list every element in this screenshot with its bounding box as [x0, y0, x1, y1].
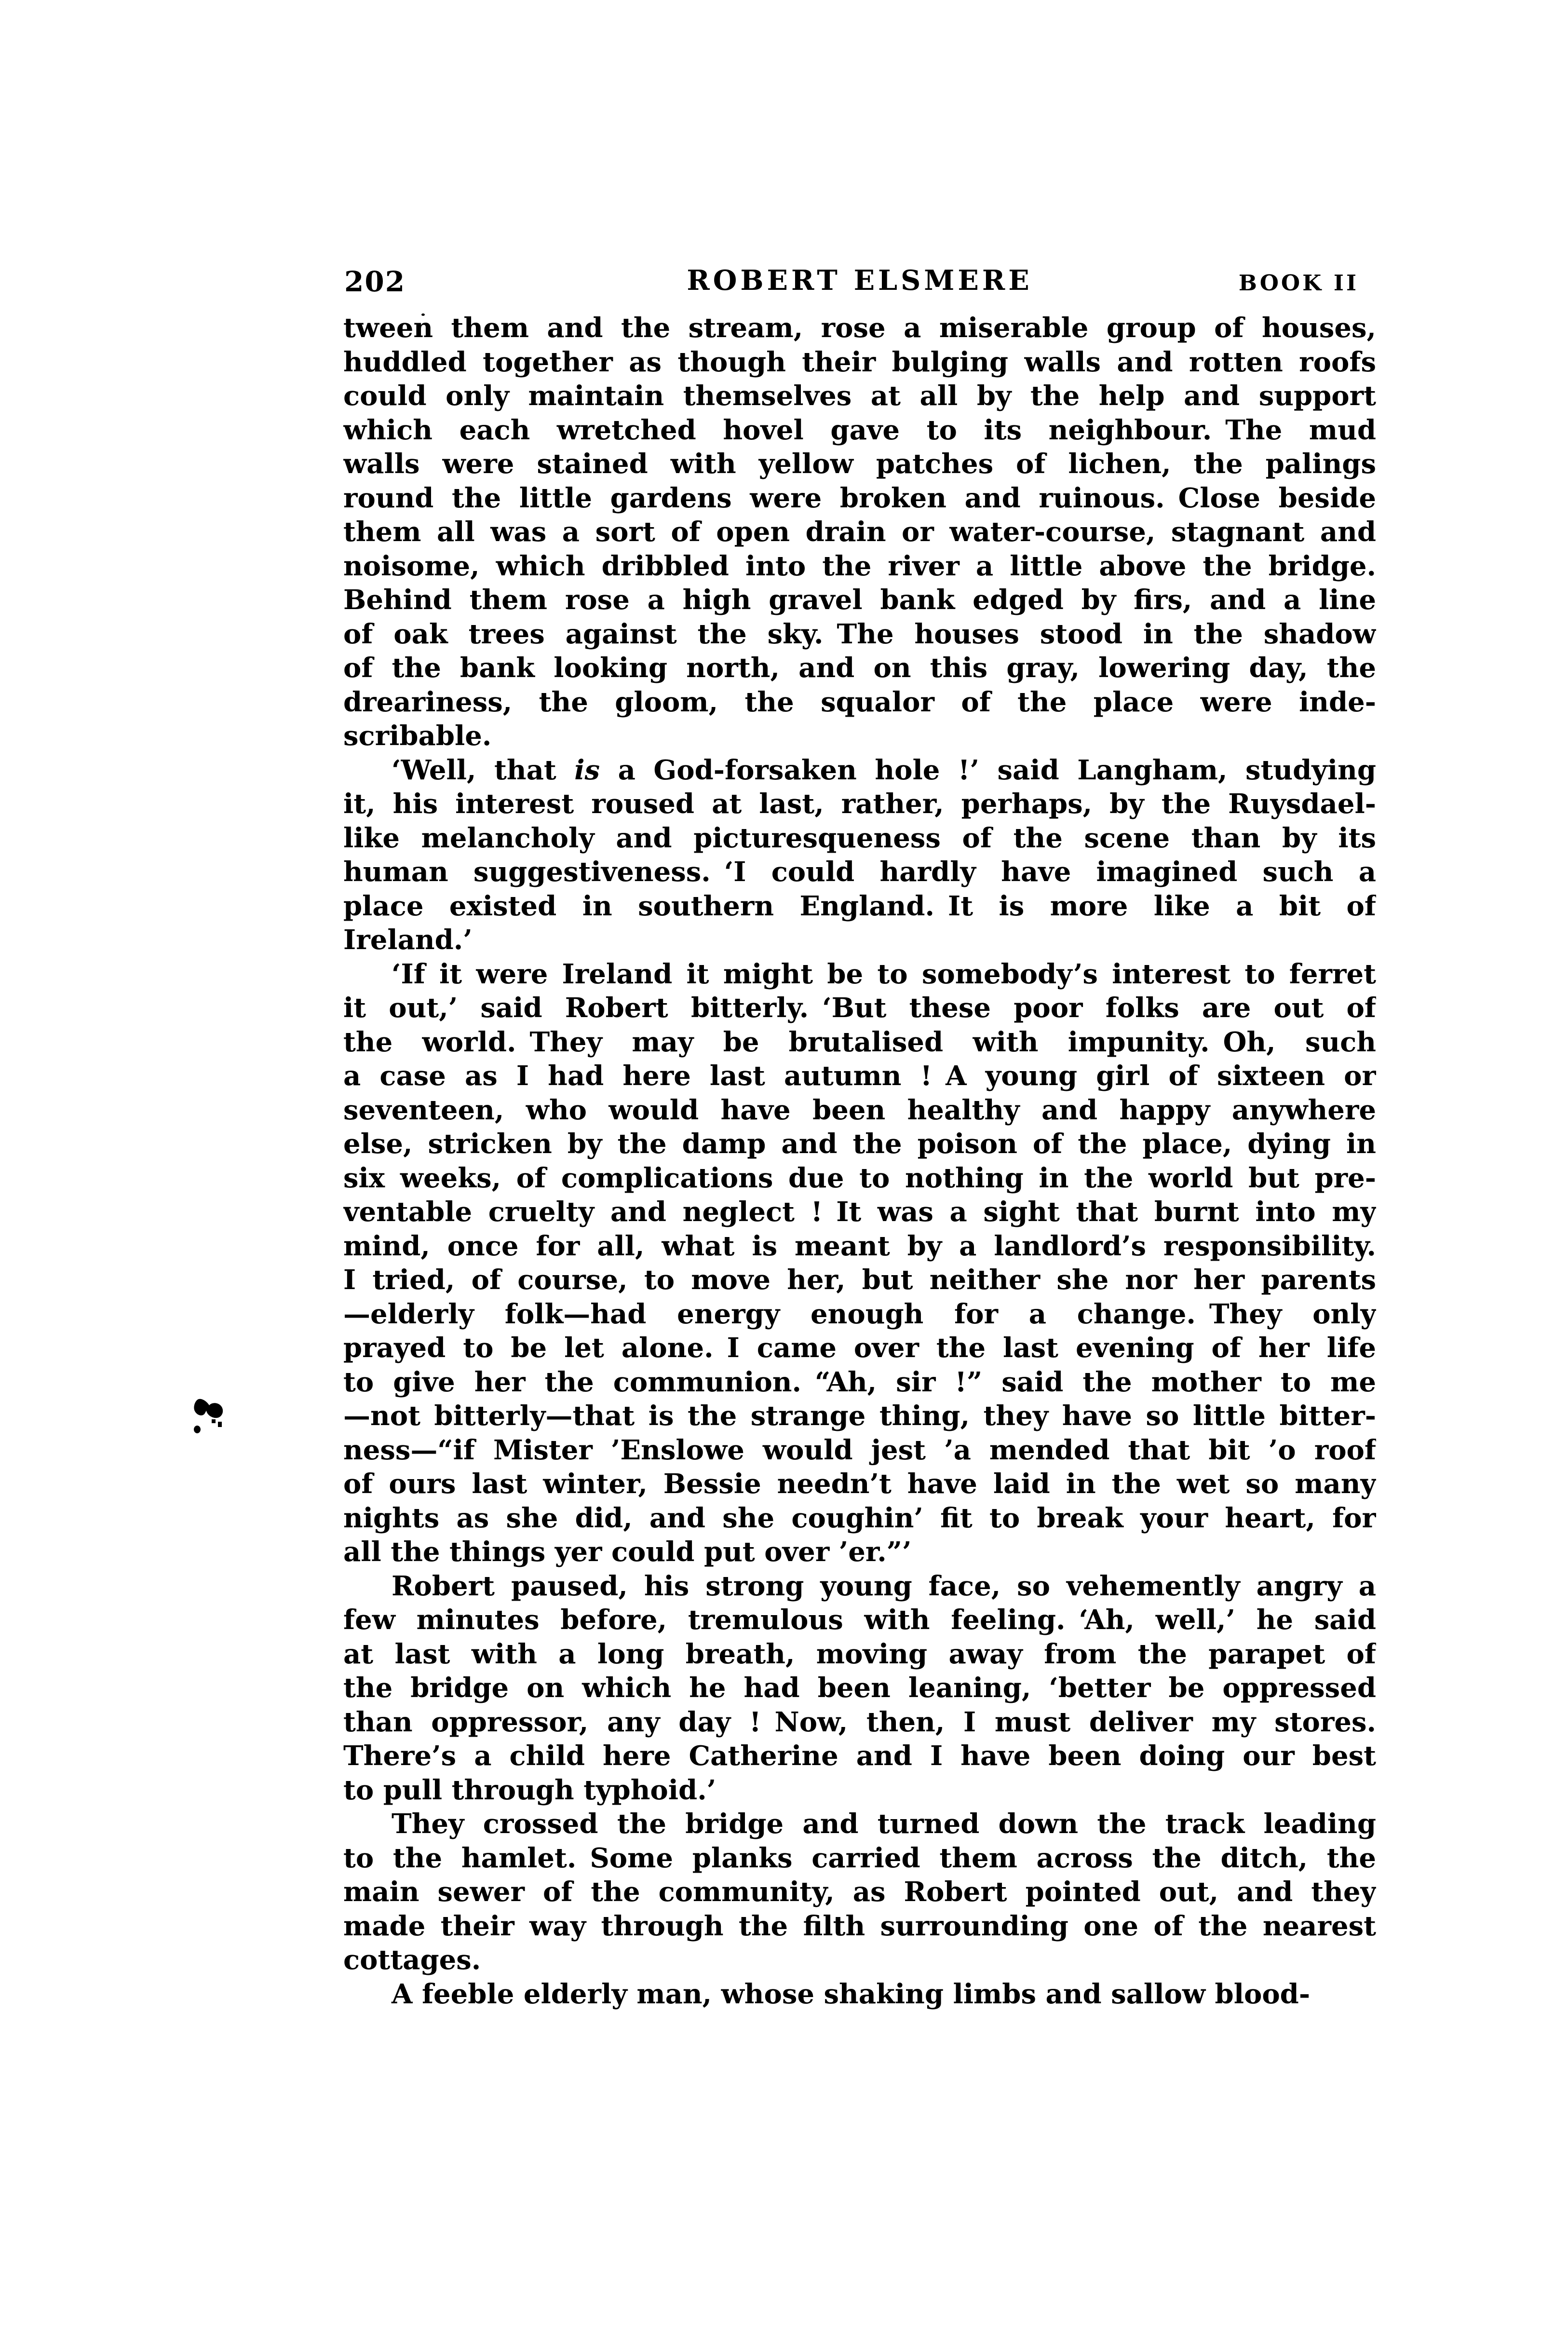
text-line: [343, 1501, 1376, 1536]
text-segment: of ours last winter, Bessie needn’t have laid in the wet so many: [343, 1468, 1376, 1500]
text-segment: to give her the communion. “Ah, sir !” said the mother to me: [343, 1366, 1376, 1398]
text-segment: human suggestiveness. ‘I could hardly have imagined such a: [343, 856, 1376, 888]
text-line: [343, 1195, 1376, 1229]
text-segment: them all was a sort of open drain or water-course, stagnant and: [343, 516, 1376, 548]
text-line: [343, 821, 1376, 856]
text-segment: than oppressor, any day ! Now, then, I must deliver my stores.: [343, 1706, 1376, 1738]
paragraph: [343, 311, 1376, 753]
text-line: [343, 1909, 1376, 1944]
text-line: [343, 1705, 1376, 1740]
text-segment: few minutes before, tremulous with feeling. ‘Ah, well,’ he said: [343, 1604, 1376, 1636]
text-segment: huddled together as though their bulging walls and rotten roofs: [343, 346, 1376, 378]
text-segment: noisome, which dribbled into the river a little above the bridge.: [343, 550, 1376, 582]
text-segment: the world. They may be brutalised with impunity. Oh, such: [343, 1026, 1376, 1058]
text-line: [343, 1297, 1376, 1332]
text-segment: —not bitterly—that is the strange thing, they have so little bitter-: [343, 1400, 1376, 1432]
text-line: [343, 1977, 1376, 2012]
text-line: [343, 685, 1376, 720]
text-segment: six weeks, of complications due to nothing in the world but pre-: [343, 1162, 1376, 1194]
text-line: [343, 1229, 1376, 1264]
text-line: [343, 617, 1376, 652]
text-segment: seventeen, who would have been healthy and happy anywhere: [343, 1094, 1376, 1126]
text-segment: it out,’ said Robert bitterly. ‘But these poor folks are out of: [343, 992, 1376, 1024]
text-line: [343, 889, 1376, 924]
paragraph: [343, 1977, 1376, 2012]
text-segment: Ireland.’: [343, 924, 473, 956]
text-segment: They crossed the bridge and turned down the track leading: [392, 1808, 1376, 1840]
text-line: [343, 1127, 1376, 1161]
page-number: 202: [344, 265, 406, 298]
text-segment: I tried, of course, to move her, but neither she nor her parents: [343, 1264, 1376, 1296]
text-segment: it, his interest roused at last, rather, perhaps, by the Ruysdael-: [343, 788, 1376, 820]
text-segment: else, stricken by the damp and the poison of the place, dying in: [343, 1128, 1376, 1160]
ink-blot-mark: [193, 1397, 227, 1438]
page-header: [343, 0, 1376, 318]
text-segment: at last with a long breath, moving away from the parapet of: [343, 1638, 1376, 1670]
text-line: [343, 481, 1376, 516]
running-title: ROBERT ELSMERE: [687, 264, 1033, 297]
text-segment: Behind them rose a high gravel bank edged by firs, and a line: [343, 584, 1376, 616]
text-segment: of oak trees against the sky. The houses stood in the shadow: [343, 618, 1376, 650]
text-line: [343, 549, 1376, 584]
text-line: [343, 1671, 1376, 1705]
text-segment: all the things yer could put over ’er.”’: [343, 1536, 912, 1568]
paragraph: [343, 957, 1376, 1569]
text-line: [343, 957, 1376, 992]
text-segment: a God-forsaken hole !’ said Langham, studying: [600, 754, 1376, 786]
text-segment: ness—“if Mister ’Enslowe would jest ’a mended that bit ’o roof: [343, 1434, 1376, 1466]
text-segment: place existed in southern England. It is more like a bit of: [343, 890, 1376, 922]
text-segment: which each wretched hovel gave to its neighbour. The mud: [343, 414, 1376, 446]
text-line: [343, 1773, 1376, 1808]
text-line: [343, 1569, 1376, 1604]
text-line: [343, 1331, 1376, 1365]
text-line: [343, 1943, 1376, 1977]
text-line: [343, 1875, 1376, 1909]
text-line: [343, 515, 1376, 549]
text-segment: Robert paused, his strong young face, so vehemently angry a: [392, 1570, 1376, 1602]
text-segment: There’s a child here Catherine and I have been doing our best: [343, 1740, 1376, 1772]
text-segment: made their way through the filth surrounding one of the nearest: [343, 1910, 1376, 1942]
paragraph: [343, 1807, 1376, 1977]
text-line: [343, 1059, 1376, 1093]
book-label: BOOK II: [1238, 270, 1359, 296]
text-segment: scribable.: [343, 720, 492, 752]
text-segment: like melancholy and picturesqueness of the scene than by its: [343, 822, 1376, 854]
text-segment: A feeble elderly man, whose shaking limbs and sallow blood-: [392, 1978, 1311, 2010]
text-line: [343, 379, 1376, 413]
page-body: [343, 311, 1376, 2011]
text-line: [343, 447, 1376, 481]
text-segment: —elderly folk—had energy enough for a change. They only: [343, 1298, 1376, 1330]
text-line: [343, 1025, 1376, 1060]
text-segment: tween them and the stream, rose a miserable group of houses,: [343, 312, 1376, 344]
text-line: [343, 991, 1376, 1025]
italic-text: is: [574, 754, 600, 786]
text-line: [343, 583, 1376, 617]
text-line: [343, 1467, 1376, 1501]
text-segment: walls were stained with yellow patches of lichen, the palings: [343, 448, 1376, 480]
text-segment: nights as she did, and she coughin’ fit to break your heart, for: [343, 1502, 1376, 1534]
text-line: [343, 311, 1376, 345]
text-line: [343, 1433, 1376, 1468]
text-segment: ‘If it were Ireland it might be to somebody’s interest to ferret: [392, 958, 1376, 990]
text-line: [343, 1263, 1376, 1297]
text-line: [343, 855, 1376, 889]
text-line: [343, 1161, 1376, 1196]
text-segment: a case as I had here last autumn ! A young girl of sixteen or: [343, 1060, 1376, 1092]
text-segment: to pull through typhoid.’: [343, 1774, 716, 1806]
text-segment: mind, once for all, what is meant by a landlord’s responsibility.: [343, 1230, 1376, 1262]
text-segment: ventable cruelty and neglect ! It was a sight that burnt into my: [343, 1196, 1376, 1228]
paragraph: [343, 753, 1376, 957]
text-line: [343, 1365, 1376, 1400]
text-line: [343, 1603, 1376, 1637]
text-segment: cottages.: [343, 1944, 481, 1976]
text-line: [343, 345, 1376, 380]
text-segment: main sewer of the community, as Robert pointed out, and they: [343, 1876, 1376, 1908]
ink-blot-icon: [193, 1397, 227, 1436]
text-line: [343, 1093, 1376, 1128]
text-line: [343, 413, 1376, 448]
text-line: [343, 1841, 1376, 1876]
text-line: [343, 1535, 1376, 1569]
text-line: [343, 1739, 1376, 1773]
text-line: [343, 1807, 1376, 1841]
text-line: [343, 787, 1376, 821]
text-segment: ‘Well, that: [392, 754, 575, 786]
text-line: [343, 1399, 1376, 1433]
text-segment: of the bank looking north, and on this gray, lowering day, the: [343, 652, 1376, 684]
text-segment: prayed to be let alone. I came over the last evening of her life: [343, 1332, 1376, 1364]
text-line: [343, 1637, 1376, 1672]
text-segment: dreariness, the gloom, the squalor of the place were inde-: [343, 686, 1376, 718]
text-segment: to the hamlet. Some planks carried them across the ditch, the: [343, 1842, 1376, 1874]
text-segment: the bridge on which he had been leaning, ‘better be oppressed: [343, 1672, 1376, 1704]
text-line: [343, 923, 1376, 957]
text-line: [343, 651, 1376, 685]
text-segment: could only maintain themselves at all by the help and support: [343, 380, 1376, 412]
paragraph: [343, 1569, 1376, 1808]
text-line: [343, 753, 1376, 788]
text-segment: round the little gardens were broken and ruinous. Close beside: [343, 482, 1376, 514]
text-line: [343, 719, 1376, 753]
